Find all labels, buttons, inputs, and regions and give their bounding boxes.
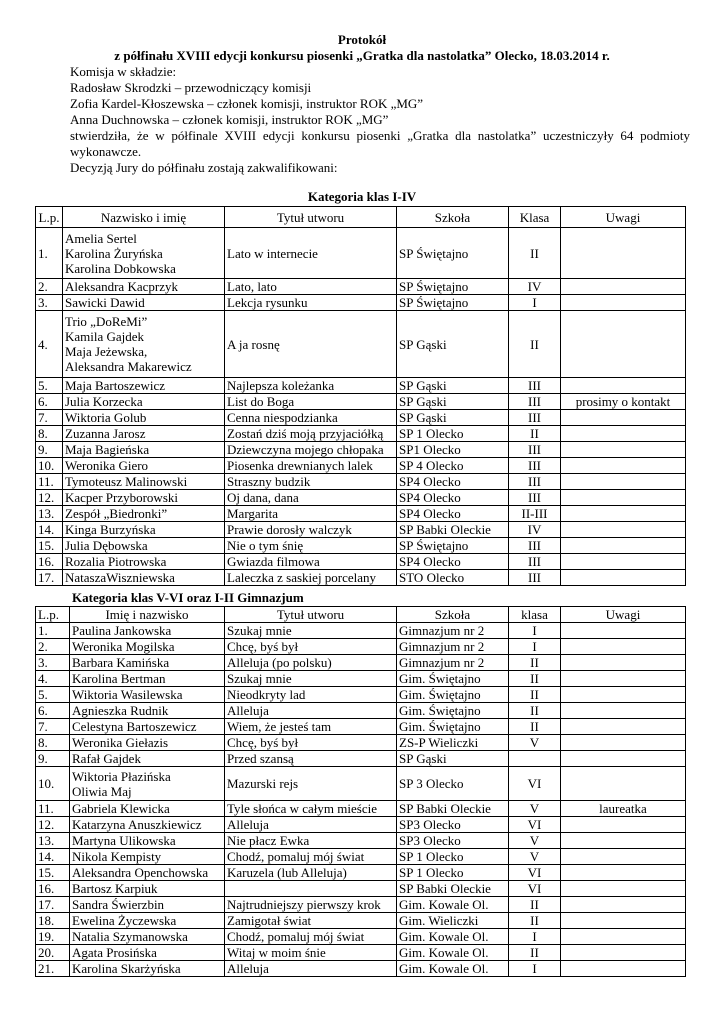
cell-notes: prosimy o kontakt [561,394,686,410]
cell-lp: 9. [36,442,63,458]
cell-school: SP 1 Olecko [397,865,509,881]
cell-title: List do Boga [225,394,397,410]
cell-title: Alleluja [225,961,397,977]
document-title: Protokół [337,32,387,47]
cell-school: SP4 Olecko [397,474,509,490]
cell-notes [561,655,686,671]
cell-school: SP Babki Oleckie [397,801,509,817]
table-row [36,311,686,378]
table-row [36,554,686,570]
cell-title: Chodź, pomaluj mój świat [225,849,397,865]
cell-class: II [509,913,561,929]
cell-title: Przed szansą [225,751,397,767]
cell-school: SP Babki Oleckie [397,881,509,897]
cell-title: Laleczka z saskiej porcelany [225,570,397,586]
cell-notes [561,442,686,458]
cell-name: Zuzanna Jarosz [63,426,225,442]
cell-name: Paulina Jankowska [70,623,225,639]
intro-block [70,64,690,176]
cell-lp: 10. [36,767,70,801]
table-row [36,474,686,490]
cell-school: Gim. Wieliczki [397,913,509,929]
cell-lp: 13. [36,506,63,522]
column-header-class: Klasa [509,207,561,228]
cell-lp: 7. [36,410,63,426]
cell-lp: 2. [36,279,63,295]
cell-class: IV [509,279,561,295]
table-row [36,458,686,474]
cell-class: IV [509,522,561,538]
cell-notes [561,945,686,961]
table-row [36,279,686,295]
cell-class: VI [509,767,561,801]
cell-class: III [509,442,561,458]
cell-school: Gim. Świętajno [397,719,509,735]
cell-name: Weronika Mogilska [70,639,225,655]
cell-lp: 12. [36,490,63,506]
cell-lp: 9. [36,751,70,767]
cell-school: SP3 Olecko [397,833,509,849]
cell-school: SP Świętajno [397,295,509,311]
cell-title: A ja rosnę [225,311,397,378]
intro-statement: stwierdziła, że w półfinale XVIII edycji konkursu piosenki „Gratka dla nastolatka” uczestniczyły 64 podmioty wykonawcze. [70,128,690,159]
cell-class: III [509,394,561,410]
cell-school: SP4 Olecko [397,506,509,522]
cell-title: Oj dana, dana [225,490,397,506]
cell-title: Alleluja (po polsku) [225,655,397,671]
cell-class: II [509,703,561,719]
cell-class: V [509,849,561,865]
cell-title: Tyle słońca w całym mieście [225,801,397,817]
table-row [36,570,686,586]
cell-title: Witaj w moim śnie [225,945,397,961]
cell-title: Nieodkryty lad [225,687,397,703]
column-header-school: Szkoła [397,207,509,228]
table-header-row [36,607,686,623]
cell-school: SP Świętajno [397,538,509,554]
cell-lp: 19. [36,929,70,945]
cell-class: I [509,929,561,945]
cell-school: Gim. Kowale Ol. [397,897,509,913]
cell-name: Sandra Świerzbin [70,897,225,913]
cell-class: III [509,554,561,570]
cell-title: Alleluja [225,817,397,833]
cell-title: Chodź, pomaluj mój świat [225,929,397,945]
cell-lp: 7. [36,719,70,735]
cell-notes [561,687,686,703]
cell-lp: 6. [36,703,70,719]
table-row [36,735,686,751]
table-row [36,671,686,687]
table-row [36,506,686,522]
cell-lp: 2. [36,639,70,655]
cell-class: V [509,833,561,849]
cell-lp: 8. [36,735,70,751]
table-row [36,426,686,442]
cell-name: Weronika Giero [63,458,225,474]
cell-title: Wiem, że jesteś tam [225,719,397,735]
cell-title: Zamigotał świat [225,913,397,929]
cell-notes [561,311,686,378]
cell-name: Natalia Szymanowska [70,929,225,945]
cell-name: Sawicki Dawid [63,295,225,311]
cell-name: Celestyna Bartoszewicz [70,719,225,735]
table-row [36,929,686,945]
cell-notes [561,897,686,913]
cell-notes [561,849,686,865]
intro-chair-line: Radosław Skrodzki – przewodniczący komisji [70,80,312,95]
cell-class: II [509,719,561,735]
cell-class: II [509,687,561,703]
cell-title: Lato, lato [225,279,397,295]
table-row [36,228,686,279]
cell-lp: 18. [36,913,70,929]
cell-title: Chcę, byś był [225,735,397,751]
cell-class: VI [509,865,561,881]
cell-name: Tymoteusz Malinowski [63,474,225,490]
cell-class: VI [509,881,561,897]
cell-lp: 15. [36,538,63,554]
column-header-notes: Uwagi [561,607,686,623]
cell-notes [561,913,686,929]
table-row [36,913,686,929]
cell-name: Rozalia Piotrowska [63,554,225,570]
cell-school: SP Babki Oleckie [397,522,509,538]
table-row [36,881,686,897]
cell-title: Alleluja [225,703,397,719]
cell-lp: 16. [36,554,63,570]
cell-notes [561,378,686,394]
table-row [36,490,686,506]
cell-class: II [509,671,561,687]
cell-lp: 12. [36,817,70,833]
table-row [36,865,686,881]
cell-title: Najlepsza koleżanka [225,378,397,394]
cell-notes [561,751,686,767]
cell-lp: 14. [36,522,63,538]
cell-name: Katarzyna Anuszkiewicz [70,817,225,833]
intro-member-line: Anna Duchnowska – członek komisji, instruktor ROK „MG” [70,112,389,127]
cell-class: II [509,945,561,961]
table-row [36,833,686,849]
column-header-lp: L.p. [36,607,70,623]
cell-lp: 4. [36,311,63,378]
cell-notes [561,458,686,474]
cell-name: Ewelina Życzewska [70,913,225,929]
cell-lp: 10. [36,458,63,474]
cell-notes [561,703,686,719]
cell-lp: 11. [36,474,63,490]
cell-notes [561,719,686,735]
cell-title: Nie o tym śnię [225,538,397,554]
cell-notes [561,671,686,687]
cell-lp: 4. [36,671,70,687]
table-row [36,703,686,719]
cell-name: Agata Prosińska [70,945,225,961]
table-row [36,751,686,767]
cell-name: Gabriela Klewicka [70,801,225,817]
cell-school: STO Olecko [397,570,509,586]
cell-school: SP 3 Olecko [397,767,509,801]
cell-school: SP3 Olecko [397,817,509,833]
cell-lp: 14. [36,849,70,865]
cell-title: Karuzela (lub Alleluja) [225,865,397,881]
cell-name: Wiktoria Płazińska Oliwia Maj [70,767,225,801]
column-header-class: klasa [509,607,561,623]
column-header-title: Tytuł utworu [225,207,397,228]
cell-title: Prawie dorosły walczyk [225,522,397,538]
cell-class: I [509,623,561,639]
cell-lp: 13. [36,833,70,849]
cell-notes [561,410,686,426]
cell-class: II [509,426,561,442]
table-row [36,719,686,735]
cell-title: Szukaj mnie [225,623,397,639]
cell-class: VI [509,817,561,833]
cell-name: Kinga Burzyńska [63,522,225,538]
cell-lp: 6. [36,394,63,410]
cell-class: III [509,410,561,426]
cell-class: II [509,897,561,913]
cell-school: SP Gąski [397,311,509,378]
cell-school: SP Gąski [397,751,509,767]
cell-name: Aleksandra Kacprzyk [63,279,225,295]
cell-school: Gimnazjum nr 2 [397,639,509,655]
cell-lp: 16. [36,881,70,897]
cell-notes [561,522,686,538]
cell-school: SP Świętajno [397,228,509,279]
cell-school: Gim. Kowale Ol. [397,929,509,945]
table-row [36,639,686,655]
category-table-1 [35,206,686,586]
cell-name: Karolina Bertman [70,671,225,687]
cell-notes [561,490,686,506]
cell-name: Julia Dębowska [63,538,225,554]
cell-school: Gim. Kowale Ol. [397,945,509,961]
cell-lp: 17. [36,570,63,586]
cell-title: Szukaj mnie [225,671,397,687]
cell-class: II [509,655,561,671]
cell-name: Rafał Gajdek [70,751,225,767]
cell-notes [561,961,686,977]
document-subtitle: z półfinału XVIII edycji konkursu piosenki „Gratka dla nastolatka” Olecko, 18.03.2014 r. [114,48,610,63]
intro-member-line: Zofia Kardel-Kłoszewska – członek komisji, instruktor ROK „MG” [70,96,424,111]
cell-title: Dziewczyna mojego chłopaka [225,442,397,458]
cell-notes [561,279,686,295]
cell-class: V [509,735,561,751]
column-header-name: Nazwisko i imię [63,207,225,228]
cell-title: Nie płacz Ewka [225,833,397,849]
cell-class: III [509,474,561,490]
cell-class: III [509,538,561,554]
cell-name: Wiktoria Golub [63,410,225,426]
table-row [36,687,686,703]
table-header-row [36,207,686,228]
table-row [36,945,686,961]
cell-name: Julia Korzecka [63,394,225,410]
table-row [36,801,686,817]
cell-name: Martyna Ulikowska [70,833,225,849]
cell-lp: 8. [36,426,63,442]
cell-class: II-III [509,506,561,522]
cell-title: Piosenka drewnianych lalek [225,458,397,474]
cell-title [225,881,397,897]
cell-notes [561,426,686,442]
cell-school: SP1 Olecko [397,442,509,458]
cell-class: II [509,311,561,378]
cell-lp: 15. [36,865,70,881]
column-header-school: Szkoła [397,607,509,623]
cell-lp: 3. [36,295,63,311]
table-row [36,394,686,410]
cell-school: SP 1 Olecko [397,849,509,865]
table-row [36,623,686,639]
column-header-lp: L.p. [36,207,63,228]
column-header-title: Tytuł utworu [225,607,397,623]
cell-lp: 11. [36,801,70,817]
cell-notes [561,817,686,833]
cell-lp: 5. [36,378,63,394]
cell-name: Karolina Skarżyńska [70,961,225,977]
cell-school: SP 1 Olecko [397,426,509,442]
cell-class: III [509,490,561,506]
cell-lp: 1. [36,623,70,639]
intro-decision-line: Decyzją Jury do półfinału zostają zakwalifikowani: [70,160,338,175]
table-row [36,961,686,977]
cell-title: Najtrudniejszy pierwszy krok [225,897,397,913]
column-header-name: Imię i nazwisko [70,607,225,623]
cell-name: Kacper Przyborowski [63,490,225,506]
cell-name: Wiktoria Wasilewska [70,687,225,703]
cell-class: III [509,458,561,474]
cell-title: Chcę, byś był [225,639,397,655]
cell-name: Zespół „Biedronki” [63,506,225,522]
cell-lp: 21. [36,961,70,977]
cell-name: Maja Bartoszewicz [63,378,225,394]
cell-lp: 5. [36,687,70,703]
intro-committee-line: Komisja w składzie: [70,64,177,79]
cell-notes [561,865,686,881]
cell-school: Gimnazjum nr 2 [397,655,509,671]
cell-school: SP Gąski [397,410,509,426]
cell-notes [561,554,686,570]
cell-school: ZS-P Wieliczki [397,735,509,751]
cell-name: Bartosz Karpiuk [70,881,225,897]
cell-name: NataszaWiszniewska [63,570,225,586]
table-row [36,378,686,394]
cell-title: Lato w internecie [225,228,397,279]
cell-notes [561,929,686,945]
cell-title: Zostań dziś moją przyjaciółką [225,426,397,442]
cell-name: Maja Bagieńska [63,442,225,458]
cell-notes [561,228,686,279]
cell-class: II [509,228,561,279]
cell-title: Straszny budzik [225,474,397,490]
cell-school: Gim. Kowale Ol. [397,961,509,977]
cell-class: III [509,378,561,394]
cell-class: I [509,639,561,655]
cell-class: I [509,961,561,977]
cell-notes [561,295,686,311]
cell-school: SP Gąski [397,394,509,410]
cell-notes [561,623,686,639]
cell-notes [561,474,686,490]
cell-lp: 1. [36,228,63,279]
cell-school: SP Świętajno [397,279,509,295]
table-row [36,655,686,671]
cell-class: I [509,295,561,311]
column-header-notes: Uwagi [561,207,686,228]
cell-class: V [509,801,561,817]
cell-name: Trio „DoReMi” Kamila Gajdek Maja Jeżewska, Aleksandra Makarewicz [63,311,225,378]
cell-school: Gim. Świętajno [397,687,509,703]
cell-school: Gim. Świętajno [397,703,509,719]
cell-notes [561,639,686,655]
cell-class: III [509,570,561,586]
cell-title: Cenna niespodzianka [225,410,397,426]
cell-school: SP4 Olecko [397,554,509,570]
table2-caption: Kategoria klas V-VI oraz I-II Gimnazjum [72,590,304,605]
cell-name: Agnieszka Rudnik [70,703,225,719]
cell-school: Gimnazjum nr 2 [397,623,509,639]
cell-notes: laureatka [561,801,686,817]
cell-title: Margarita [225,506,397,522]
table-row [36,410,686,426]
table-row [36,295,686,311]
cell-name: Nikola Kempisty [70,849,225,865]
cell-class [509,751,561,767]
table-row [36,897,686,913]
cell-school: Gim. Świętajno [397,671,509,687]
cell-notes [561,570,686,586]
table-row [36,849,686,865]
cell-name: Barbara Kamińska [70,655,225,671]
table-row [36,538,686,554]
cell-lp: 17. [36,897,70,913]
cell-notes [561,767,686,801]
table-row [36,442,686,458]
cell-school: SP 4 Olecko [397,458,509,474]
cell-lp: 20. [36,945,70,961]
cell-name: Amelia Sertel Karolina Żuryńska Karolina Dobkowska [63,228,225,279]
table-row [36,817,686,833]
cell-lp: 3. [36,655,70,671]
cell-title: Lekcja rysunku [225,295,397,311]
cell-name: Weronika Giełazis [70,735,225,751]
category-table-2 [35,606,686,977]
cell-title: Gwiazda filmowa [225,554,397,570]
table-row [36,522,686,538]
cell-school: SP Gąski [397,378,509,394]
cell-notes [561,538,686,554]
cell-notes [561,506,686,522]
table1-caption: Kategoria klas I-IV [307,189,417,204]
cell-notes [561,881,686,897]
cell-name: Aleksandra Openchowska [70,865,225,881]
cell-notes [561,833,686,849]
cell-school: SP4 Olecko [397,490,509,506]
table-row [36,767,686,801]
cell-title: Mazurski rejs [225,767,397,801]
cell-notes [561,735,686,751]
